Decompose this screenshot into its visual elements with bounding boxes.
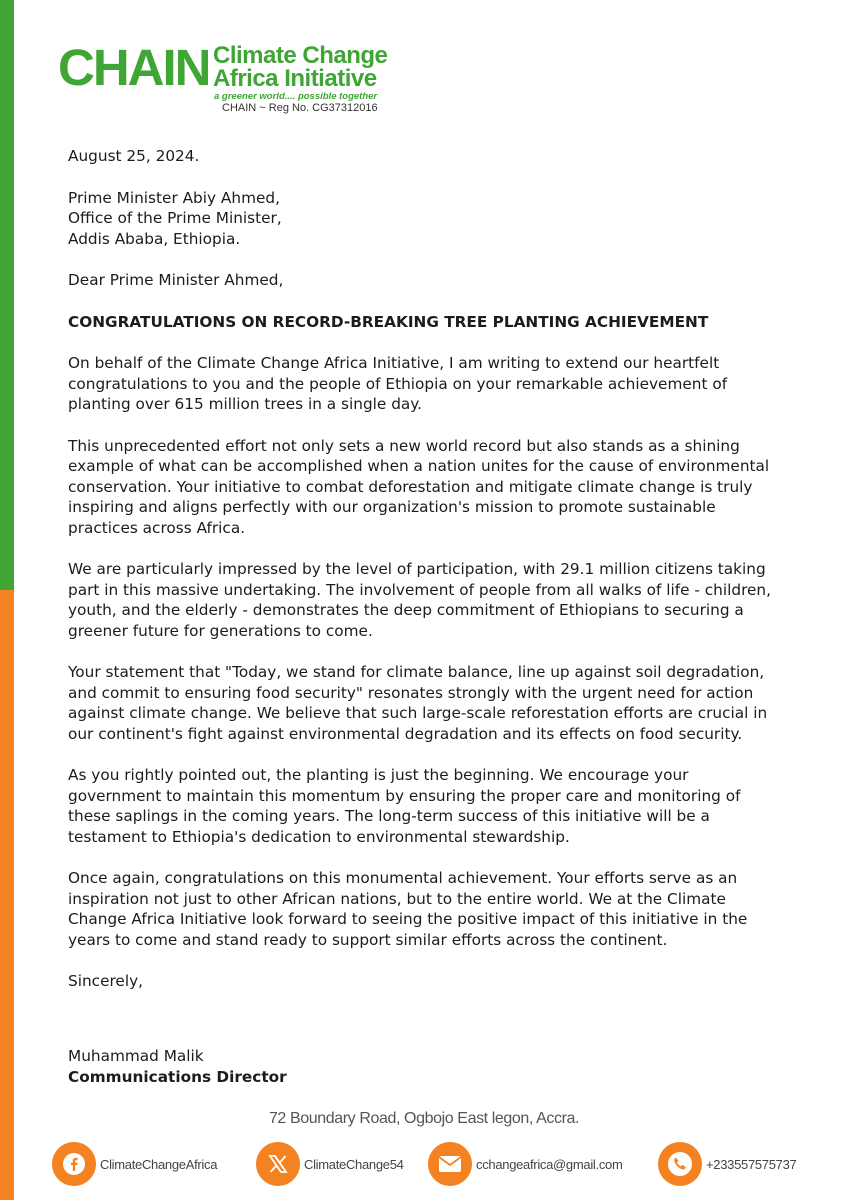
phone-icon <box>658 1142 702 1186</box>
chain-logo <box>58 40 398 120</box>
phone-number[interactable]: +233557575737 <box>706 1156 797 1172</box>
footer-address: 72 Boundary Road, Ogbojo East legon, Accra. <box>268 1110 580 1127</box>
left-accent-bar-green <box>0 0 14 590</box>
paragraph: Your statement that "Today, we stand for climate balance, line up against soil degradation, and commit to ensuring food security" resonates strongly with the urgent need for action against climate change. We believe that such large-scale reforestation efforts are crucial in our continent's fight against environmental degradation and its effects on food security. <box>68 663 768 743</box>
logo-tagline: a greener world.... possible together <box>214 91 378 102</box>
email-contact[interactable] <box>428 1140 622 1188</box>
phone-contact[interactable] <box>658 1140 796 1188</box>
signer-title: Communications Director <box>68 1067 287 1086</box>
facebook-handle[interactable]: ClimateChangeAfrica <box>100 1156 218 1172</box>
recipient-line: Office of the Prime Minister, <box>68 209 282 227</box>
logo-title-line2: Africa Initiative <box>213 65 377 92</box>
x-handle[interactable]: ClimateChange54 <box>304 1156 404 1172</box>
salutation: Dear Prime Minister Ahmed, <box>68 271 284 289</box>
facebook-contact[interactable] <box>52 1140 217 1188</box>
facebook-icon <box>52 1142 96 1186</box>
letter-body <box>68 146 780 1013</box>
paragraph: On behalf of the Climate Change Africa Initiative, I am writing to extend our heartfelt congratulations to you and the people of Ethiopia on your remarkable achievement of planting over 615 million trees in a single day. <box>68 354 728 413</box>
recipient-line: Prime Minister Abiy Ahmed, <box>68 188 280 207</box>
mail-icon <box>428 1142 472 1186</box>
email-address[interactable]: cchangeafrica@gmail.com <box>476 1156 623 1172</box>
x-logo-icon <box>256 1142 300 1186</box>
x-contact[interactable] <box>256 1140 404 1188</box>
logo-title <box>213 44 387 90</box>
paragraph: This unprecedented effort not only sets a new world record but also stands as a shining example of what can be accomplished when a nation unites for the cause of environmental conservation. Your initiative to combat deforestation and mitigate climate change is truly inspiring and aligns perfectly with our organization's mission to promote sustainable practices across Africa. <box>68 436 770 537</box>
letter-subject: CONGRATULATIONS ON RECORD-BREAKING TREE PLANTING ACHIEVEMENT <box>68 312 709 331</box>
signature-block <box>68 1046 287 1087</box>
signer-name: Muhammad Malik <box>68 1047 204 1065</box>
paragraph: Once again, congratulations on this monumental achievement. Your efforts serve as an inspiration not just to other African nations, but to the entire world. We at the Climate Change Africa Initiative look forward to seeing the positive impact of this initiative in the years to come and stand ready to support similar efforts across the continent. <box>68 869 748 949</box>
paragraph: We are particularly impressed by the level of participation, with 29.1 million citizens taking part in this massive undertaking. The involvement of people from all walks of life - children, youth, and the elderly - demonstrates the deep commitment of Ethiopians to securing a greener future for generations to come. <box>68 560 771 640</box>
closing: Sincerely, <box>68 972 144 990</box>
letter-date: August 25, 2024. <box>68 147 200 165</box>
left-accent-bar-orange <box>0 590 14 1200</box>
logo-title-line1: Climate Change <box>213 42 388 69</box>
paragraph: As you rightly pointed out, the planting is just the beginning. We encourage your government to maintain this momentum by ensuring the proper care and monitoring of these saplings in the coming years. The long-term success of this initiative will be a testament to Ethiopia's dedication to environmental stewardship. <box>68 766 741 846</box>
footer-contacts <box>0 1134 848 1194</box>
recipient-line: Addis Ababa, Ethiopia. <box>68 229 241 248</box>
registration-number: CHAIN ~ Reg No. CG37312016 <box>222 102 378 114</box>
logo-wordmark: CHAIN <box>58 39 210 96</box>
